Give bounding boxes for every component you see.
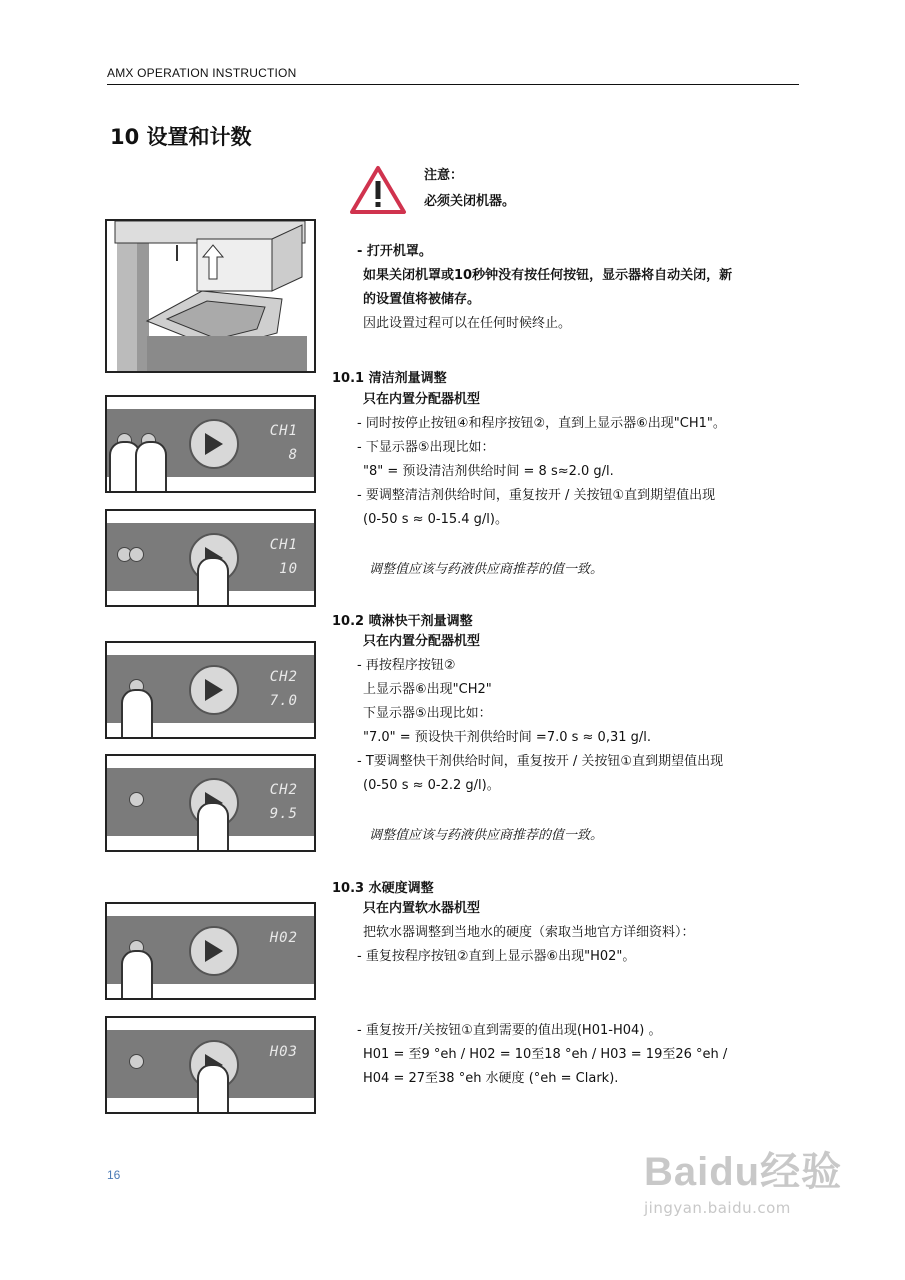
text-line: H01 = 至9 °eh / H02 = 10至18 °eh / H03 = 19至26 °eh /: [363, 1047, 728, 1062]
panel-display: [270, 778, 298, 826]
header-rule: [107, 84, 799, 85]
section-10-1-note: 调整值应该与药液供应商推荐的值一致。: [369, 562, 604, 577]
upper-display: CH2: [269, 782, 298, 798]
upper-display: H02: [269, 930, 298, 946]
text-line: 把软水器调整到当地水的硬度（索取当地官方详细资料）：: [363, 925, 695, 940]
finger-icon: [197, 557, 229, 607]
text-line: 下显示器⑤出现比如：: [363, 706, 492, 721]
section-10-1-title: 10.1 清洁剂量调整: [332, 371, 447, 386]
watermark-url: jingyan.baidu.com: [644, 1199, 791, 1217]
text-line: (0-50 s ≈ 0-15.4 g/l)。: [363, 512, 508, 527]
on-off-button-icon: [189, 665, 239, 715]
warning-line1: 注意：: [424, 168, 464, 183]
control-panel-ch1-10: [105, 509, 316, 607]
finger-icon: [121, 950, 153, 1000]
panel-display: [270, 926, 298, 950]
warning-icon: [349, 165, 407, 215]
text-line: 只在内置软水器机型: [363, 901, 481, 916]
lower-display: 7.0: [269, 693, 298, 709]
text-line: (0-50 s ≈ 0-2.2 g/l)。: [363, 778, 500, 793]
section-10-2-note: 调整值应该与药液供应商推荐的值一致。: [369, 828, 604, 843]
upper-display: CH2: [269, 669, 298, 685]
panel-display: [270, 665, 298, 713]
finger-icon: [135, 441, 167, 493]
upper-display: CH1: [269, 537, 298, 553]
warning-line2: 必须关闭机器。: [424, 194, 516, 209]
program-button-icon: [129, 547, 144, 562]
lower-display: 8: [288, 447, 298, 463]
baidu-watermark: [644, 1140, 842, 1217]
section-10-2-body: [357, 630, 723, 798]
text-line: "8" = 预设清洁剂供给时间 = 8 s≈2.0 g/l.: [363, 464, 614, 479]
control-panel-ch2-7-0: [105, 641, 316, 739]
on-off-button-icon: [189, 419, 239, 469]
finger-icon: [197, 802, 229, 852]
text-line: - T要调整快干剂供给时间，重复按开 / 关按钮①直到期望值出现: [357, 754, 724, 769]
text-line: - 要调整清洁剂供给时间，重复按开 / 关按钮①直到期望值出现: [357, 488, 716, 503]
intro-line-1: - 打开机罩。: [357, 244, 432, 259]
panel-display: [270, 533, 298, 581]
section-10-2-title: 10.2 喷淋快干剂量调整: [332, 614, 473, 629]
text-line: "7.0" = 预设快干剂供给时间 =7.0 s ≈ 0,31 g/l.: [363, 730, 652, 745]
text-line: - 重复按程序按钮②直到上显示器⑥出现"H02"。: [357, 949, 636, 964]
text-line: - 再按程序按钮②: [357, 658, 456, 673]
program-button-icon: [129, 792, 144, 807]
section-10-3-body-2: [357, 1019, 727, 1091]
upper-display: H03: [269, 1044, 298, 1060]
running-header: AMX OPERATION INSTRUCTION: [107, 66, 297, 80]
watermark-logo: Baidu经验: [644, 1150, 843, 1194]
control-panel-h03: [105, 1016, 316, 1114]
warning-text: [424, 163, 515, 215]
lower-display: 10: [279, 561, 298, 577]
machine-hood-illustration: [105, 219, 316, 373]
text-line: - 同时按停止按钮④和程序按钮②，直到上显示器⑥出现"CH1"。: [357, 416, 726, 431]
finger-icon: [197, 1064, 229, 1114]
text-line: - 下显示器⑤出现比如：: [357, 440, 495, 455]
section-10-3-body: [357, 897, 695, 969]
intro-block: [357, 240, 732, 336]
intro-line-3: 的设置值将被储存。: [363, 292, 481, 307]
lower-display: 9.5: [269, 806, 298, 822]
panel-display: [270, 1040, 298, 1064]
section-10-1-body: [357, 388, 726, 532]
section-title: 10 设置和计数: [110, 125, 252, 149]
section-10-3-title: 10.3 水硬度调整: [332, 881, 434, 896]
text-line: 只在内置分配器机型: [363, 634, 481, 649]
intro-line-4: 因此设置过程可以在任何时候终止。: [363, 316, 572, 331]
program-button-icon: [129, 1054, 144, 1069]
text-line: H04 = 27至38 °eh 水硬度 (°eh = Clark).: [363, 1071, 619, 1086]
intro-line-2: 如果关闭机罩或10秒钟没有按任何按钮，显示器将自动关闭，新: [363, 268, 733, 283]
panel-display: [270, 419, 298, 467]
text-line: - 重复按开/关按钮①直到需要的值出现(H01-H04) 。: [357, 1023, 662, 1038]
text-line: 上显示器⑥出现"CH2": [363, 682, 492, 697]
upper-display: CH1: [269, 423, 298, 439]
text-line: 只在内置分配器机型: [363, 392, 481, 407]
control-panel-ch1-8: [105, 395, 316, 493]
on-off-button-icon: [189, 926, 239, 976]
finger-icon: [121, 689, 153, 739]
page-number: 16: [107, 1168, 121, 1182]
control-panel-ch2-9-5: [105, 754, 316, 852]
control-panel-h02: [105, 902, 316, 1000]
